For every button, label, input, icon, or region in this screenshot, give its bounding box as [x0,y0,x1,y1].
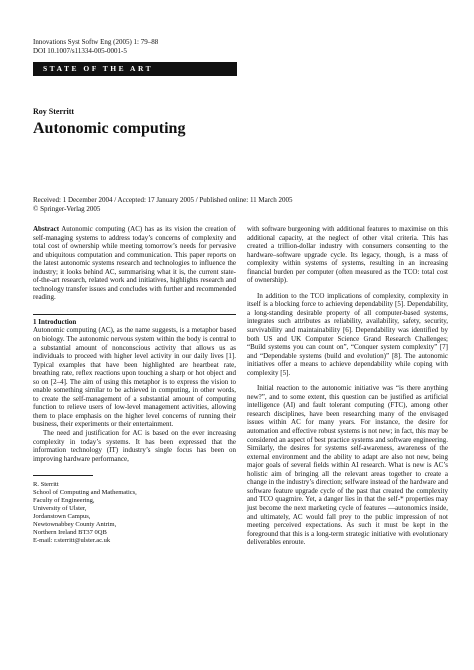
author-name: Roy Sterritt [33,107,75,116]
intro-paragraph-2: The need and justification for AC is based on the ever increasing complexity in today’s systems. It has been expressed that the information technology (IT) industry’s single focus has been on improving hardware performance, [33,429,236,463]
affiliation-school: School of Computing and Mathematics, [33,489,137,497]
affiliation-university: University of Ulster, [33,505,87,513]
intro-paragraph-1: Autonomic computing (AC), as the name suggests, is a metaphor based on biology. The autonomic nervous system within the body is central to a substantial amount of nonconscious activity that allows us as individuals to proceed with higher level activity in our daily lives [1]. Typical examples that have been highlighted are heartbeat rate, breathing rate, reflex reactions upon touching a sharp or hot object and so on [2–4]. The aim of using this metaphor is to express the vision to enable something similar to be achieved in computing, in other words, to create the self-management of a substantial amount of computing function to relieve users of low-level management activities, allowing them to place emphasis on the higher level concerns of running their business, their experiments or their entertainment. [33,326,236,429]
section-banner: STATE OF THE ART [33,62,237,76]
doi-line: DOI 10.1007/s11334-005-0001-5 [33,47,127,55]
affiliation-name: R. Sterritt [33,481,59,489]
publication-history [33,196,443,213]
abstract [33,225,236,302]
received-line: Received: 1 December 2004 / Accepted: 17 January 2005 / Published online: 11 March 2005 [33,196,293,204]
footnote-divider [33,475,93,476]
right-column [247,225,448,547]
abstract-text: Autonomic computing (AC) has as its vision the creation of self-managing systems to address today’s concerns of complexity and total cost of ownership while meeting tomorrow’s needs for pervasive and ubiquitous computation and communication. This paper reports on the latest autonomic systems research and technologies to influence the industry; it looks behind AC, summarising what it is, the current state-of-the-art research, related work and initiatives, highlights research and technology transfer issues and concludes with further and recommended reading. [33,225,236,302]
journal-line: Innovations Syst Softw Eng (2005) 1: 79–88 [33,38,159,46]
affiliation-faculty: Faculty of Engineering, [33,497,95,505]
journal-citation [33,38,158,56]
author-affiliation [33,481,236,545]
affiliation-email: E-mail: r.sterritt@ulster.ac.uk [33,537,111,545]
abstract-label: Abstract [33,225,60,233]
affiliation-region: Northern Ireland BT37 0QB [33,529,107,537]
affiliation-campus: Jordanstown Campus, [33,513,91,521]
body-paragraph-2: In addition to the TCO implications of complexity, complexity in itself is a blocking force to achieving dependability [5]. Dependability, a long-standing desirable property of all computer-based systems, integrates such attributes as reliability, availability, safety, security, survivability and maintainability [6]. Dependability was identified by both US and UK Computer Science Grand Research Challenges; “Build systems you can count on”, “Conquer system complexity” [7] and “Dependable systems (build and evolution)” [8]. The autonomic initiatives offer a means to achieve dependability while coping with complexity [5]. [247,291,448,377]
article-title: Autonomic computing [33,120,186,137]
affiliation-town: Newtownabbey County Antrim, [33,521,117,529]
left-column [33,225,236,545]
section-divider [33,314,236,315]
copyright-line: © Springer-Verlag 2005 [33,204,101,213]
section-heading-introduction: 1 Introduction [33,317,77,326]
body-paragraph-1: with software burgeoning with additional features to maximise on this additional capacity, at the neglect of other vital criteria. This has created a trillion-dollar industry with consumers consenting to the hardware–software upgrade cycle. Its legacy, though, is a mass of complexity within systems of systems, resulting in an increasing financial burden per computer (often measured as the TCO: total cost of ownership). [247,225,448,285]
body-paragraph-3: Initial reaction to the autonomic initiative was “is there anything new?”, and to some extent, this question can be justified as artificial intelligence (AI) and fault tolerant computing (FTC), among other research disciplines, have been researching many of the envisaged issues within AC for many years. For instance, the desire for automation and effective robust systems is not new; in fact, this may be considered an aspect of best practice systems and software engineering. Similarly, the desires for systems self-awareness, awareness of the external environment and the ability to adapt are also not new, being major goals of several fields within AI research. What is new is AC’s holistic aim of bringing all the relevant areas together to create a change in the industry’s direction; selfware instead of the hardware and software feature upgrade cycle of the past that created the complexity and TCO quagmire. Yet, a danger lies in that the self-* properties may just become the next marketing cycle of features —autonomics inside, and ultimately, AC would fall prey to the public impression of not meeting perceived expectations. As such it must be kept in the foreground that this is a long-term strategic initiative with evolutionary deliverables enroute. [247,384,448,547]
